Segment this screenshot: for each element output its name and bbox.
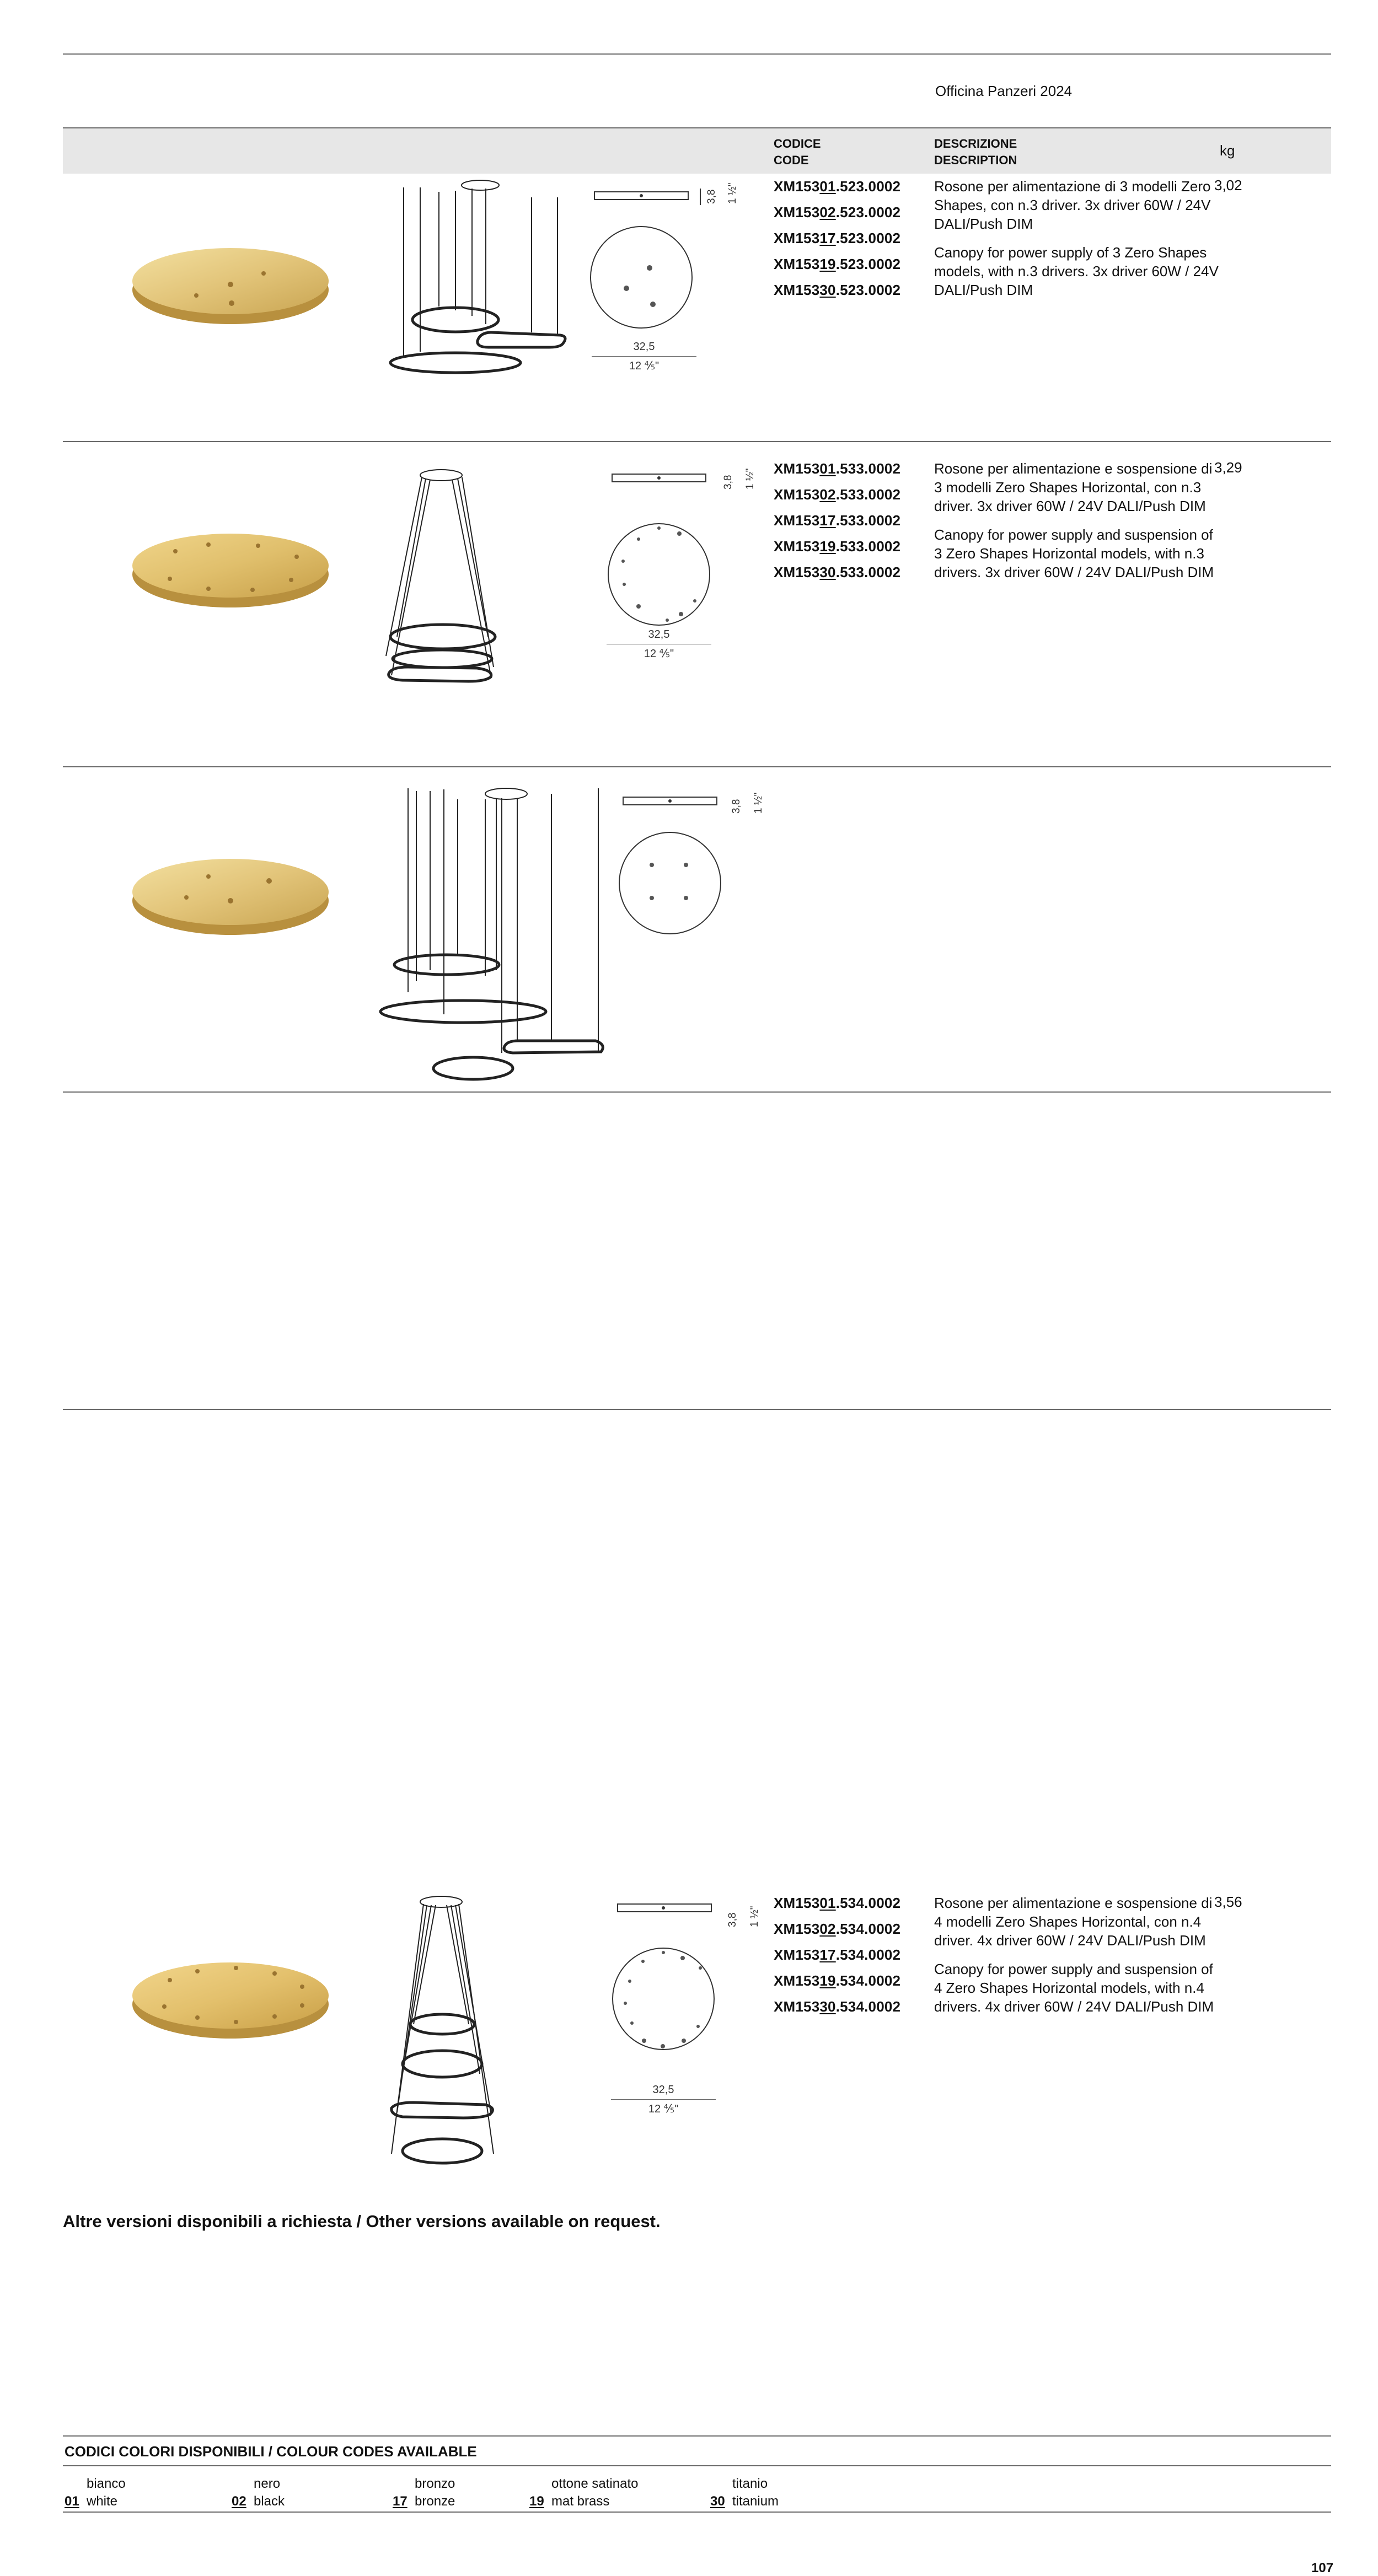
width-dimension: 32,5: [633, 341, 655, 353]
description-it: Rosone per alimentazione di 3 modelli Zero Shapes, con n.3 driver. 3x driver 60W / 24V DALI/Push DIM: [934, 178, 1211, 232]
description-column-header: [934, 136, 1017, 169]
height-dimension: 3,8: [722, 475, 734, 490]
colour-name-it: ottone satinato: [551, 2476, 639, 2491]
colour-codes-top-rule: [63, 2435, 1331, 2437]
colour-code-item: [529, 2475, 638, 2510]
product-code: XM15301.534.0002: [774, 1895, 901, 1911]
product-weight: 3,56: [1214, 1894, 1242, 1910]
technical-drawing: [607, 469, 744, 650]
availability-note: Altre versioni disponibili a richiesta / Other versions available on request.: [63, 2212, 661, 2231]
product-code: XM15330.523.0002: [774, 282, 901, 298]
colour-name-en: black: [254, 2494, 285, 2509]
page-number: 107: [1311, 2561, 1334, 2575]
width-dimension-inches: 12 ⅘": [648, 2103, 679, 2115]
product-codes: [774, 1892, 900, 2021]
product-code: XM15330.533.0002: [774, 564, 901, 580]
technical-drawing: [618, 792, 755, 974]
canopy-photo: [126, 230, 335, 341]
canopy-photo: [126, 1947, 335, 2057]
colour-name-it: bianco: [87, 2476, 126, 2491]
colour-name-it: nero: [254, 2476, 281, 2491]
kg-column-header: kg: [1220, 142, 1235, 159]
product-code: XM15317.534.0002: [774, 1946, 901, 1963]
pendant-drawing: [380, 1892, 513, 2168]
width-dimension-inches: 12 ⅘": [629, 360, 659, 372]
height-dimension: 3,8: [727, 1912, 738, 1927]
product-codes: [774, 458, 900, 587]
product-weight: 3,02: [1214, 177, 1242, 193]
top-rule: [63, 53, 1331, 55]
colour-code-item: [393, 2475, 455, 2510]
product-code: XM15317.533.0002: [774, 512, 901, 529]
product-description: [934, 459, 1221, 582]
product-code: XM15302.533.0002: [774, 486, 901, 503]
height-dimension: 3,8: [731, 799, 742, 814]
code-column-header: [774, 136, 821, 169]
brand-label: Officina Panzeri 2024: [935, 83, 1073, 99]
height-dimension-inches: 1 ½": [749, 1906, 760, 1927]
product-code: XM15319.534.0002: [774, 1972, 901, 1989]
colour-code-number: 30: [710, 2494, 725, 2509]
pendant-drawing: [373, 175, 582, 379]
canopy-photo: [126, 518, 335, 628]
desc-header-it: DESCRIZIONE: [934, 137, 1017, 150]
description-en: Canopy for power supply and suspension of 4 Zero Shapes Horizontal models, with n.4 drivers. 4x driver 60W / 24V DALI/Push DIM: [934, 1961, 1214, 2015]
product-code: XM15301.533.0002: [774, 460, 901, 477]
description-en: Canopy for power supply and suspension of 3 Zero Shapes Horizontal models, with n.3 drivers. 3x driver 60W / 24V DALI/Push DIM: [934, 526, 1214, 580]
colour-codes-mid-rule: [63, 2465, 1331, 2466]
row-rule-3: [63, 1091, 1331, 1093]
row-rule-1: [63, 441, 1331, 442]
product-code: XM15319.523.0002: [774, 256, 901, 272]
product-code: XM15330.534.0002: [774, 1998, 901, 2015]
pendant-drawing: [375, 458, 518, 689]
product-description: [934, 1894, 1221, 2016]
product-weight: 3,29: [1214, 459, 1242, 476]
height-dimension-inches: 1 ½": [744, 468, 756, 490]
code-header-it: CODICE: [774, 137, 821, 150]
product-codes: [774, 175, 900, 305]
width-dimension-line: [592, 356, 696, 357]
canopy-photo: [126, 843, 335, 954]
description-it: Rosone per alimentazione e sospensione di 4 modelli Zero Shapes Horizontal, con n.4 driver. 4x driver 60W / 24V DALI/Push DIM: [934, 1895, 1213, 1949]
table-header: [63, 128, 1331, 174]
width-dimension-line: [611, 2099, 716, 2100]
product-code: XM15302.534.0002: [774, 1921, 901, 1937]
colour-code-number: 19: [529, 2494, 544, 2509]
colour-codes-bottom-rule: [63, 2512, 1331, 2513]
width-dimension: 32,5: [652, 2084, 674, 2096]
colour-code-number: 17: [393, 2494, 407, 2509]
description-en: Canopy for power supply of 3 Zero Shapes models, with n.3 drivers. 3x driver 60W / 24V DALI/Push DIM: [934, 244, 1219, 298]
colour-code-item: [65, 2475, 126, 2510]
code-header-en: CODE: [774, 153, 809, 167]
colour-code-item: [710, 2475, 779, 2510]
colour-name-it: bronzo: [415, 2476, 455, 2491]
colour-code-number: 01: [65, 2494, 79, 2509]
product-code: XM15302.523.0002: [774, 204, 901, 221]
height-dimension-inches: 1 ½": [727, 182, 738, 204]
colour-code-number: 02: [232, 2494, 246, 2509]
colour-name-en: titanium: [732, 2494, 779, 2509]
colour-name-en: bronze: [415, 2494, 455, 2509]
product-code: XM15301.523.0002: [774, 178, 901, 195]
colour-name-en: mat brass: [551, 2494, 610, 2509]
colour-name-en: white: [87, 2494, 118, 2509]
height-dimension: 3,8: [706, 189, 717, 204]
colour-code-item: [232, 2475, 285, 2510]
width-dimension-inches: 12 ⅘": [644, 648, 674, 660]
row-rule-4: [63, 1409, 1331, 1410]
pendant-drawing: [375, 783, 612, 1091]
row-rule-2: [63, 766, 1331, 767]
colour-codes-title: CODICI COLORI DISPONIBILI / COLOUR CODES AVAILABLE: [65, 2443, 477, 2460]
width-dimension: 32,5: [648, 628, 670, 641]
colour-name-it: titanio: [732, 2476, 768, 2491]
desc-header-en: DESCRIPTION: [934, 153, 1017, 167]
product-description: [934, 177, 1221, 299]
product-code: XM15317.523.0002: [774, 230, 901, 246]
product-code: XM15319.533.0002: [774, 538, 901, 555]
height-dimension-inches: 1 ½": [753, 792, 764, 814]
description-it: Rosone per alimentazione e sospensione di 3 modelli Zero Shapes Horizontal, con n.3 driver. 3x driver 60W / 24V DALI/Push DIM: [934, 460, 1213, 514]
